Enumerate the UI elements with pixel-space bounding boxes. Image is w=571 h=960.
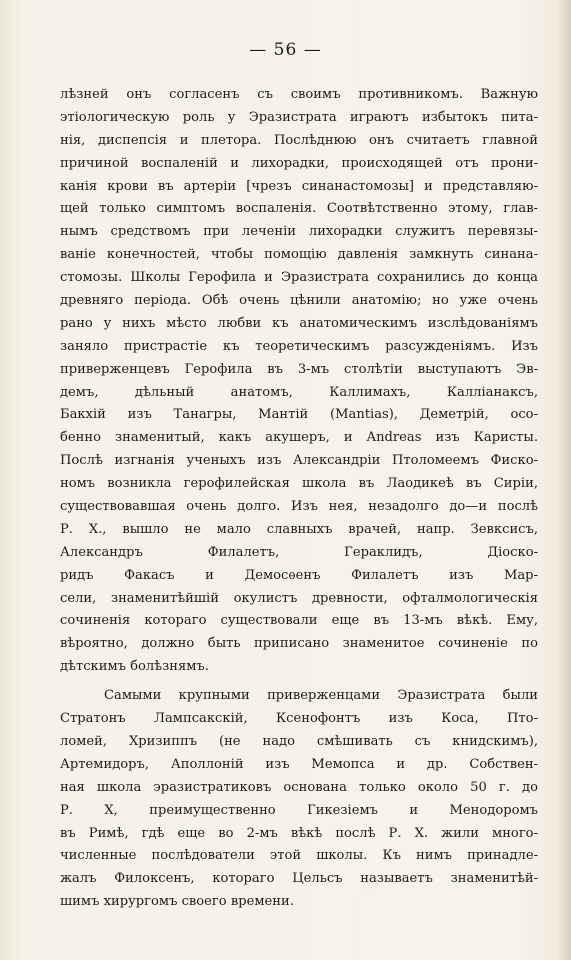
text-line: рано у нихъ мѣсто любви къ анатомическимъ изслѣдованіямъ [60,315,538,331]
text-line: Р. Х., вышло не мало славныхъ врачей, напр. Зевксисъ, [60,521,538,537]
text-line: Стратонъ Лампсакскій, Ксенофонтъ изъ Коса, Пто- [60,711,538,727]
text-line: номъ возникла герофилейская школа въ Лаодикеѣ въ Сиріи, [60,476,538,492]
text-line: приверженцевъ Герофила въ 3-мъ столѣтіи выступаютъ Эв- [60,361,538,377]
text-line: ваніе конечностей, чтобы помощію давленія замкнуть синана- [60,247,538,263]
page-edge-shadow [557,0,571,960]
text-line: жалъ Филоксенъ, котораго Цельсъ называетъ знаменитѣй- [60,871,538,887]
body-text [60,84,538,914]
text-line: дѣтскимъ болѣзнямъ. [60,659,209,675]
text-line: нія, диспепсія и плетора. Послѣднюю онъ считаетъ главной [60,132,538,148]
text-line: Александръ Филалетъ, Гераклидъ, Діоско- [60,544,538,560]
page-number: — 56 — [249,40,322,60]
text-line: бенно знаменитый, какъ акушеръ, и Andreas изъ Каристы. [60,430,538,446]
text-line: Артемидоръ, Аполлоній изъ Мемопса и др. Собствен- [60,756,538,772]
text-line: сели, знаменитѣйшій окулистъ древности, офталмологическія [60,590,538,606]
text-line: въ Римѣ, гдѣ еще во 2-мъ вѣкѣ послѣ Р. Х. жили много- [60,825,538,841]
text-line: Бакхій изъ Танагры, Мантій (Mantias), Деметрій, осо- [60,407,538,423]
text-line: этіологическую роль у Эразистрата играютъ избытокъ пита- [60,109,538,125]
text-line: численные послѣдователи этой школы. Къ нимъ принадле- [60,848,538,864]
text-line: заняло пристрастіе къ теоретическимъ разсужденіямъ. Изъ [60,338,538,354]
text-line: щей только симптомъ воспаленія. Соотвѣтственно этому, глав- [60,201,538,217]
text-line: стомозы. Школы Герофила и Эразистрата сохранились до конца [60,270,538,286]
text-line: ломей, Хризиппъ (не надо смѣшивать съ книдскимъ), [60,733,538,749]
text-line: Самыми крупными приверженцами Эразистрата были [104,688,538,704]
text-line: лѣзней онъ согласенъ съ своимъ противникомъ. Важную [60,87,538,102]
paragraph-2 [60,685,538,914]
text-line: сочиненія котораго существовали еще въ 13-мъ вѣкѣ. Ему, [60,613,538,629]
text-line: шимъ хирургомъ своего времени. [60,894,294,910]
text-line: ная школа эразистратиковъ основана только около 50 г. до [60,779,538,795]
text-line: нымъ средствомъ при леченіи лихорадки служитъ перевязы- [60,224,538,240]
paragraph-1 [60,84,538,679]
text-line: демъ, дѣльный анатомъ, Каллимахъ, Калліанаксъ, [60,384,538,400]
text-line: канія крови въ артеріи [чрезъ синанастомозы] и представляю- [60,178,538,194]
text-line: существовавшая очень долго. Изъ нея, незадолго до—и послѣ [60,499,538,515]
text-line: ридъ Факасъ и Демосѳенъ Филалетъ изъ Мар- [60,567,538,583]
text-line: Р. Х, преимущественно Гикезіемъ и Менодоромъ [60,802,538,818]
text-line: Послѣ изгнанія ученыхъ изъ Александріи Птоломеемъ Фискo- [60,453,538,469]
text-line: вѣроятно, должно быть приписано знаменитое сочиненіе по [60,636,538,652]
text-line: причиной воспаленій и лихорадки, происходящей отъ прони- [60,155,538,171]
text-line: древняго періода. Обѣ очень цѣнили анатомію; но уже очень [60,293,538,309]
